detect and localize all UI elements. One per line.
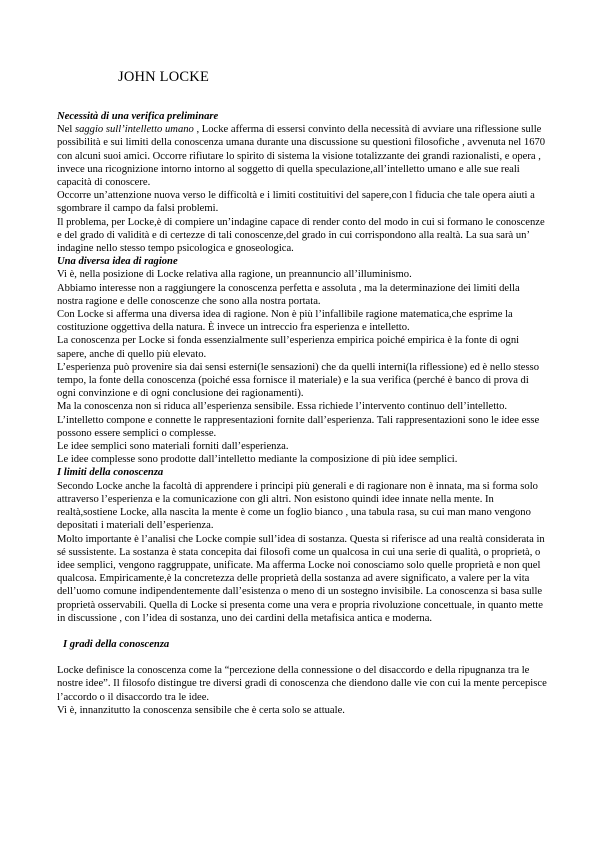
- paragraph: Vi è, nella posizione di Locke relativa alla ragione, un preannuncio all’illuminismo.: [57, 269, 412, 281]
- paragraph: Il problema, per Locke,è di compiere un’indagine capace di render conto del modo in cui si formano le conoscenze e del grado di validità e di certezze di tali conoscenze,del grado in cui corrispondono alla realtà. La sua sarà un’ indagine nello stesso tempo psicologica e gnoseologica.: [57, 216, 545, 255]
- section-heading-limiti: I limiti della conoscenza: [57, 467, 164, 479]
- document-title: JOHN LOCKE: [118, 69, 210, 85]
- paragraph: Le idee complesse sono prodotte dall’intelletto mediante la composizione di più idee semplici.: [57, 454, 458, 466]
- paragraph: [57, 123, 547, 189]
- work-title: saggio sull’intelletto umano: [74, 124, 194, 136]
- paragraph: Abbiamo interesse non a raggiungere la conoscenza perfetta e assoluta , ma la determinazione dei limiti della nostra ragione e delle conoscenze che sono alla nostra portata.: [57, 282, 520, 307]
- section-heading-ragione: Una diversa idea di ragione: [57, 256, 178, 268]
- paragraph: Occorre un’attenzione nuova verso le difficoltà e i limiti costituitivi del sapere,con l fiducia che tale opera aiuti a sgombrare il campo da falsi problemi.: [57, 190, 535, 215]
- text-span: Nel: [57, 124, 75, 136]
- section-heading-gradi: I gradi della conoscenza: [63, 638, 170, 650]
- paragraph: Con Locke si afferma una diversa idea di ragione. Non è più l’infallibile ragione matematica,che esprime la costituzione oggettiva della natura. È invece un intreccio fra esperienza e intelletto.: [57, 309, 513, 334]
- paragraph: Vi è, innanzitutto la conoscenza sensibile che è certa solo se attuale.: [57, 704, 345, 716]
- paragraph: Molto importante è l’analisi che Locke compie sull’idea di sostanza. Questa si riferisce ad una realtà considerata in sé sussistente. La sostanza è stata concepita dai filosofi come un qualcosa in cui una serie di qualità, o proprietà, o idee semplici, vengono raggruppate, unificate. Ma afferma Locke noi conosciamo solo quelle proprietà e non quel qualcosa. Empiricamente,è la concretezza delle proprietà della sostanza ad avere significato, a valere per la vita dell’uomo comune indipendentemente dall’esistenza o meno di un sostegno invisibile. La conoscenza si basa sulle proprietà osservabili. Quella di Locke si presenta come una vera e propria rivoluzione concettuale, in quanto mette in discussione , con l’idea di sostanza, uno dei cardini della metafisica antica e moderna.: [57, 533, 545, 624]
- paragraph: Le idee semplici sono materiali forniti dall’esperienza.: [57, 441, 289, 453]
- paragraph: Ma la conoscenza non si riduca all’esperienza sensibile. Essa richiede l’intervento continuo dell’intelletto. L’intelletto compone e connette le rappresentazioni fornite dall’esperienza. Tali rappresentazioni sono le idee esse possono essere semplici o complesse.: [57, 401, 540, 439]
- document-body: [57, 110, 547, 717]
- spacer: [57, 625, 547, 638]
- section-heading-verifica: Necessità di una verifica preliminare: [57, 111, 219, 122]
- paragraph: La conoscenza per Locke si fonda essenzialmente sull’esperienza empirica poiché empirica è la fonte di ogni sapere, anche di quello più elevato.: [57, 335, 520, 360]
- paragraph: Locke definisce la conoscenza come la “percezione della connessione o del disaccordo e della ripugnanza tra le nostre idee”. Il filosofo distingue tre diversi gradi di conoscenza che diendono dalle vie con cui la mente percepisce l’accordo o il disaccordo tra le idee.: [57, 665, 547, 703]
- paragraph: L’esperienza può provenire sia dai sensi esterni(le sensazioni) che da quelli interni(la riflessione) ed è nello stesso tempo, la fonte della conoscenza (poiché essa fornisce il materiale) e la sua verifica (perché è banco di prova di ogni convinzione e di ogni conclusione dei ragionamenti).: [57, 361, 540, 400]
- text-span: , Locke afferma di essersi convinto della necessità di avviare una riflessione sulle possibilità e sui limiti della conoscenza umana durante una discussione su questioni filosofiche , avvenuta nel 1670 con alcuni suoi amici. Occorre rifiutare lo spirito di sistema la visione totalizzante dei grandi razionalisti, e opera , invece una ricognizione intorno intorno al soggetto di quella speculazione,all’intelletto umano e alle sue reali capacità di conoscere.: [57, 124, 546, 189]
- paragraph: Secondo Locke anche la facoltà di apprendere i principi più generali e di ragionare non è innata, ma si forma solo attraverso l’esperienza e la comunicazione con gli altri. Non esistono quindi idee innate nella mente. In realtà,sostiene Locke, alla nascita la mente è come un foglio bianco , una tabula rasa, su cui man mano vengono depositati i materiali dell’esperienza.: [57, 480, 538, 532]
- spacer: [57, 651, 547, 664]
